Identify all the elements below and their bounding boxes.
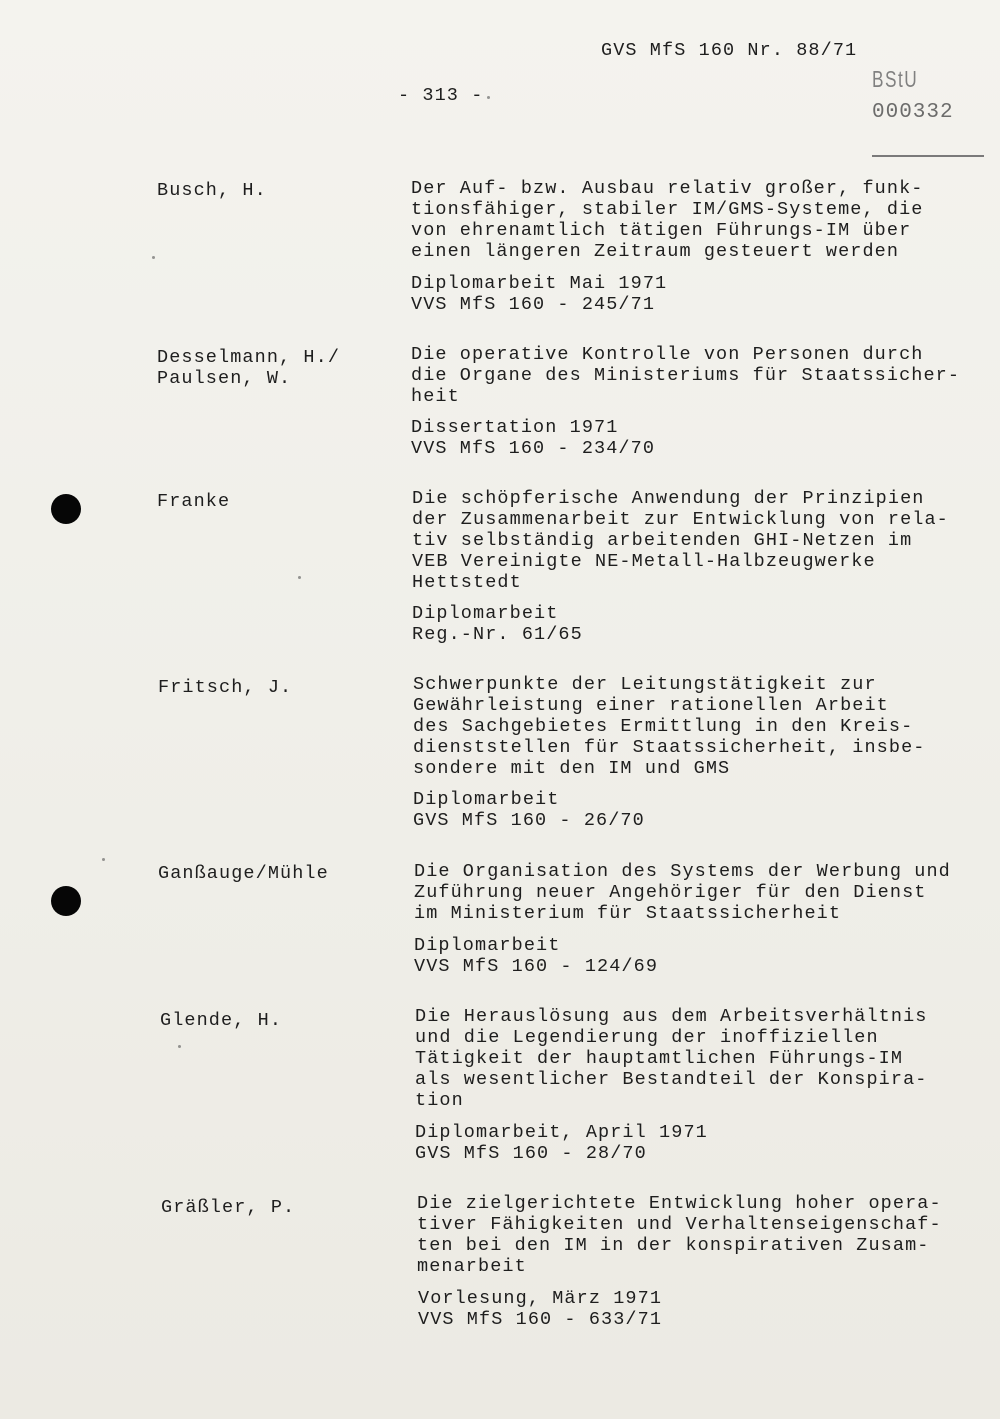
entry-author: Busch, H. <box>157 180 267 201</box>
entry-title: Die zielgerichtete Entwicklung hoher opera- tiver Fähigkeiten und Verhaltenseigenschaf- ten bei den IM in der konspirativen Zusam- menarbeit <box>417 1193 942 1277</box>
entry-title: Die schöpferische Anwendung der Prinzipien der Zusammenarbeit zur Entwicklung von rela- tiv selbständig arbeitenden GHI-Netzen im VEB Vereinigte NE-Metall-Halbzeugwerke Hettstedt <box>412 488 949 593</box>
stamp-underline <box>872 155 984 157</box>
archive-stamp-code: BStU <box>872 66 919 92</box>
archive-stamp <box>872 66 954 124</box>
entry-type: Dissertation 1971 <box>411 417 619 438</box>
entry-title: Der Auf- bzw. Ausbau relativ großer, funk- tionsfähiger, stabiler IM/GMS-Systeme, die von ehrenamtlich tätigen Führungs-IM über einen längeren Zeitraum gesteuert werden <box>411 178 924 262</box>
entry-type: Diplomarbeit <box>412 603 559 624</box>
entry-type: Diplomarbeit, April 1971 <box>415 1122 708 1143</box>
entry-reference: VVS MfS 160 - 124/69 <box>414 956 659 977</box>
entry-title: Die operative Kontrolle von Personen durch die Organe des Ministeriums für Staatssicher- heit <box>411 344 961 407</box>
entry-author: Desselmann, H./ Paulsen, W. <box>157 347 341 389</box>
entry-reference: GVS MfS 160 - 26/70 <box>413 810 645 831</box>
paper-speck <box>152 256 155 259</box>
entry-reference: VVS MfS 160 - 633/71 <box>418 1309 663 1330</box>
paper-speck <box>102 858 105 861</box>
punch-hole-bottom <box>51 886 81 916</box>
entry-author: Glende, H. <box>160 1010 283 1031</box>
paper-speck <box>298 576 301 579</box>
document-reference: GVS MfS 160 Nr. 88/71 <box>601 40 858 61</box>
entry-type: Diplomarbeit <box>414 935 561 956</box>
paper-speck <box>487 96 490 99</box>
entry-reference: GVS MfS 160 - 28/70 <box>415 1143 647 1164</box>
entry-type: Vorlesung, März 1971 <box>418 1288 663 1309</box>
page-number: - 313 - <box>398 85 484 106</box>
entry-title: Die Organisation des Systems der Werbung und Zuführung neuer Angehöriger für den Dienst im Ministerium für Staatssicherheit <box>414 861 951 924</box>
entry-reference: Reg.-Nr. 61/65 <box>412 624 583 645</box>
entry-reference: VVS MfS 160 - 245/71 <box>411 294 656 315</box>
entry-author: Franke <box>157 491 231 512</box>
punch-hole-top <box>51 494 81 524</box>
entry-title: Schwerpunkte der Leitungstätigkeit zur Gewährleistung einer rationellen Arbeit des Sachgebietes Ermittlung in den Kreis- dienststellen für Staatssicherheit, insbe- sondere mit den IM und GMS <box>413 674 926 779</box>
entry-author: Ganßauge/Mühle <box>158 863 329 884</box>
entry-type: Diplomarbeit <box>413 789 560 810</box>
entry-title: Die Herauslösung aus dem Arbeitsverhältnis und die Legendierung der inoffiziellen Tätigkeit der hauptamtlichen Führungs-IM als wesentlicher Bestandteil der Konspira- tion <box>415 1006 928 1111</box>
entry-author: Fritsch, J. <box>158 677 293 698</box>
entry-reference: VVS MfS 160 - 234/70 <box>411 438 656 459</box>
entry-type: Diplomarbeit Mai 1971 <box>411 273 668 294</box>
archive-stamp-number: 000332 <box>872 101 954 124</box>
entry-author: Gräßler, P. <box>161 1197 296 1218</box>
paper-speck <box>178 1045 181 1048</box>
